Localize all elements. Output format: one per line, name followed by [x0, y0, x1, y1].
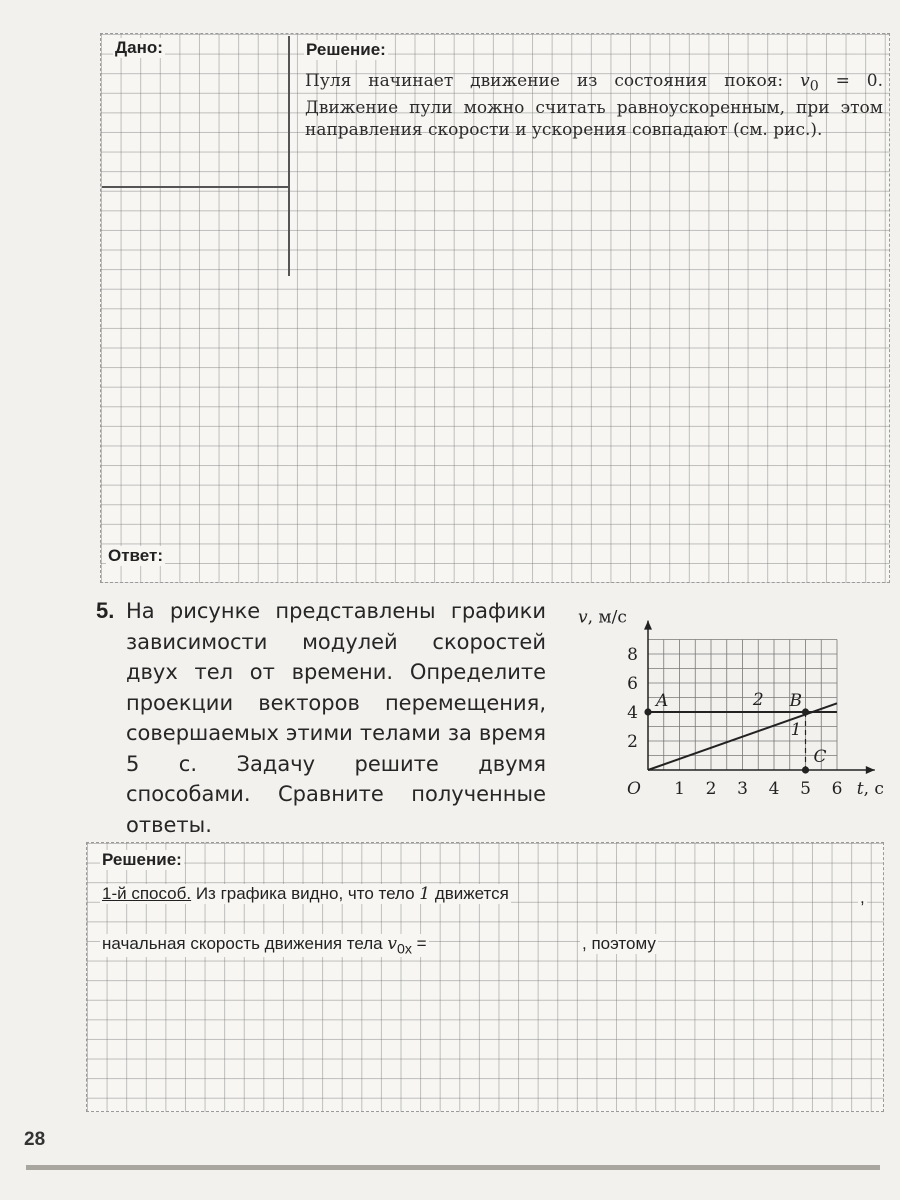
method-line: 1-й способ. Из графика видно, что тело 1 движется — [102, 884, 509, 904]
task5-solution-label: Решение: — [102, 850, 182, 869]
y-tick-label: 8 — [627, 645, 638, 665]
series-label-1: 1 — [790, 720, 802, 741]
bottom-rule — [26, 1165, 880, 1170]
series-label-2: 2 — [752, 689, 764, 710]
origin-label: O — [627, 779, 641, 799]
method-label: 1-й способ. — [102, 884, 192, 903]
given-divider-horizontal — [102, 186, 290, 188]
problem-number: 5. — [96, 598, 115, 623]
line1-comma: , — [860, 888, 865, 907]
task5-grid-area — [86, 842, 884, 1112]
x-tick-label: 6 — [831, 779, 843, 799]
x-tick-label: 3 — [737, 779, 748, 799]
point-A — [644, 708, 651, 715]
point-label-A: A — [656, 691, 669, 711]
y-axis-label: v, м/с — [578, 607, 627, 628]
x-tick-label: 1 — [674, 779, 685, 799]
answer-label: Ответ: — [108, 546, 163, 565]
x-tick-label: 4 — [768, 779, 780, 799]
velocity-time-chart — [560, 605, 890, 805]
given-divider-vertical — [288, 36, 290, 276]
y-tick-label: 4 — [627, 703, 638, 723]
point-B — [802, 708, 809, 715]
x-axis-label: t, с — [856, 779, 884, 799]
line2-end: , поэтому — [582, 934, 656, 953]
point-C — [802, 766, 809, 773]
point-label-C: C — [813, 747, 827, 767]
x-tick-label: 2 — [705, 779, 717, 799]
y-tick-label: 2 — [627, 732, 638, 752]
task4-solution-text: Пуля начинает движение из состояния покоя: $v_0 = 0$. Движение пули можно считать равноускоренным, при этом направления скорости и ускорения совпадают (см. рис.). — [305, 71, 883, 141]
initial-velocity-line: начальная скорость движения тела $v_{0x}$ = — [102, 934, 427, 958]
y-axis-arrow — [644, 621, 652, 630]
solution-label: Решение: — [306, 40, 386, 59]
x-tick-label: 5 — [800, 779, 811, 799]
page-number: 28 — [24, 1129, 46, 1150]
x-axis-arrow — [866, 766, 875, 774]
y-tick-label: 6 — [627, 674, 638, 694]
given-label: Дано: — [115, 38, 163, 57]
point-label-B: B — [789, 691, 802, 711]
problem-text: На рисунке представлены графики зависимости модулей скоростей двух тел от времени. Определите проекции векторов перемещения, совершаемых этими телами за время 5 с. Задачу решите двумя способами. Сравните полученные ответы. — [126, 599, 546, 837]
